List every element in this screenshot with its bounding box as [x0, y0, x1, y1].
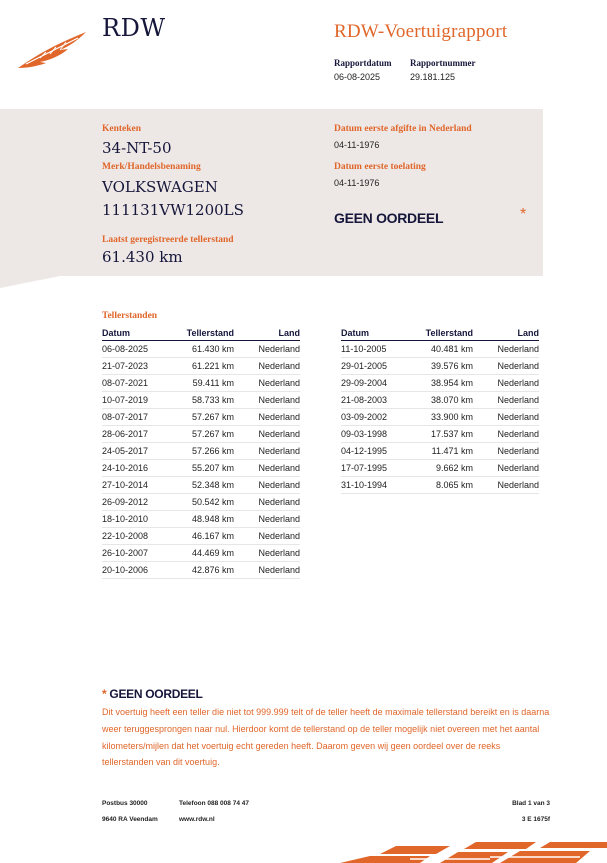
- footer-website[interactable]: www.rdw.nl: [179, 816, 215, 823]
- report-title: RDW-Voertuigrapport: [334, 21, 508, 42]
- odometer-row: [102, 477, 300, 494]
- odometer-row: [102, 528, 300, 545]
- row-reading: 50.542 km: [172, 494, 234, 511]
- row-reading: 58.733 km: [172, 392, 234, 409]
- row-date: 26-10-2007: [102, 545, 172, 562]
- odometer-row: [102, 443, 300, 460]
- row-reading: 57.267 km: [172, 426, 234, 443]
- odometer-row: [341, 392, 539, 409]
- odometer-value: 61.430 km: [102, 248, 183, 266]
- footer-address-2: 9640 RA Veendam: [102, 816, 158, 823]
- odometer-row: [341, 477, 539, 494]
- row-date: 24-10-2016: [102, 460, 172, 477]
- odometer-row: [102, 562, 300, 579]
- row-reading: 40.481 km: [411, 341, 473, 358]
- row-date: 29-01-2005: [341, 358, 411, 375]
- brand-name: RDW: [102, 14, 166, 42]
- row-date: 27-10-2014: [102, 477, 172, 494]
- row-date: 18-10-2010: [102, 511, 172, 528]
- row-date: 09-03-1998: [341, 426, 411, 443]
- make-label: Merk/Handelsbenaming: [102, 162, 201, 172]
- row-reading: 39.576 km: [411, 358, 473, 375]
- odometer-row: [341, 460, 539, 477]
- row-country: Nederland: [473, 358, 539, 375]
- row-date: 26-09-2012: [102, 494, 172, 511]
- row-country: Nederland: [234, 358, 300, 375]
- note-title: [102, 687, 203, 701]
- row-country: Nederland: [234, 528, 300, 545]
- row-country: Nederland: [234, 511, 300, 528]
- row-date: 21-07-2023: [102, 358, 172, 375]
- rdw-logo-icon: [16, 30, 88, 72]
- odometer-rows-right: [341, 341, 539, 494]
- footer-phone: Telefoon 088 008 74 47: [179, 800, 249, 807]
- row-reading: 61.430 km: [172, 341, 234, 358]
- odometer-row: [341, 375, 539, 392]
- report-date: 06-08-2025: [334, 72, 381, 82]
- row-reading: 59.411 km: [172, 375, 234, 392]
- model-value: 111131VW1200LS: [102, 201, 244, 219]
- odometer-rows-left: [102, 341, 300, 579]
- row-country: Nederland: [234, 341, 300, 358]
- row-date: 11-10-2005: [341, 341, 411, 358]
- note-title-text: GEEN OORDEEL: [109, 687, 203, 701]
- plate-value: 34-NT-50: [102, 139, 172, 157]
- row-reading: 46.167 km: [172, 528, 234, 545]
- odometer-section-title: Tellerstanden: [102, 311, 158, 321]
- row-reading: 38.070 km: [411, 392, 473, 409]
- row-country: Nederland: [473, 443, 539, 460]
- row-reading: 52.348 km: [172, 477, 234, 494]
- row-reading: 42.876 km: [172, 562, 234, 579]
- odometer-row: [102, 392, 300, 409]
- first-admission-value: 04-11-1976: [334, 178, 380, 188]
- row-country: Nederland: [234, 443, 300, 460]
- row-reading: 61.221 km: [172, 358, 234, 375]
- row-date: 10-07-2019: [102, 392, 172, 409]
- odometer-row: [102, 409, 300, 426]
- note-body: Dit voertuig heeft een teller die niet tot 999.999 telt of de teller heeft de maximale tellerstand bereikt en is daarna weer teruggesprongen naar nul. Hierdoor komt de tellerstand op de teller mogelijk niet overeen met het aantal kilometers/mijlen dat het voertuig echt gereden heeft. Daarom geven wij geen oordeel over de reeks tellerstanden van dit voertuig.: [102, 707, 550, 768]
- row-reading: 8.065 km: [411, 477, 473, 494]
- footer-code: 3 E 1675f: [521, 816, 550, 823]
- row-date: 06-08-2025: [102, 341, 172, 358]
- report-number-label: Rapportnummer: [410, 58, 476, 68]
- row-date: 31-10-1994: [341, 477, 411, 494]
- row-country: Nederland: [473, 392, 539, 409]
- col-date-header: Datum: [341, 327, 411, 341]
- row-country: Nederland: [473, 426, 539, 443]
- row-date: 21-08-2003: [341, 392, 411, 409]
- row-date: 28-06-2017: [102, 426, 172, 443]
- odometer-row: [102, 460, 300, 477]
- row-reading: 48.948 km: [172, 511, 234, 528]
- row-reading: 33.900 km: [411, 409, 473, 426]
- row-country: Nederland: [234, 545, 300, 562]
- speed-stripes-icon: [340, 842, 607, 863]
- footer-page: Blad 1 van 3: [512, 800, 550, 807]
- row-reading: 38.954 km: [411, 375, 473, 392]
- row-reading: 9.662 km: [411, 460, 473, 477]
- row-country: Nederland: [234, 409, 300, 426]
- row-reading: 17.537 km: [411, 426, 473, 443]
- row-country: Nederland: [473, 477, 539, 494]
- report-date-label: Rapportdatum: [334, 58, 392, 68]
- first-admission-label: Datum eerste toelating: [334, 162, 426, 172]
- row-reading: 11.471 km: [411, 443, 473, 460]
- row-country: Nederland: [234, 392, 300, 409]
- odometer-row: [341, 358, 539, 375]
- row-date: 20-10-2006: [102, 562, 172, 579]
- odometer-row: [102, 426, 300, 443]
- row-country: Nederland: [234, 426, 300, 443]
- row-country: Nederland: [473, 460, 539, 477]
- first-nl-value: 04-11-1976: [334, 140, 380, 150]
- row-country: Nederland: [234, 375, 300, 392]
- row-date: 29-09-2004: [341, 375, 411, 392]
- col-reading-header: Tellerstand: [172, 327, 234, 341]
- row-date: 24-05-2017: [102, 443, 172, 460]
- odometer-table-left: [102, 327, 300, 579]
- row-reading: 57.266 km: [172, 443, 234, 460]
- row-date: 08-07-2017: [102, 409, 172, 426]
- odometer-row: [102, 511, 300, 528]
- panel-notch: [0, 276, 60, 288]
- row-date: 03-09-2002: [341, 409, 411, 426]
- col-reading-header: Tellerstand: [411, 327, 473, 341]
- first-nl-label: Datum eerste afgifte in Nederland: [334, 124, 472, 134]
- row-date: 04-12-1995: [341, 443, 411, 460]
- col-country-header: Land: [473, 327, 539, 341]
- row-reading: 44.469 km: [172, 545, 234, 562]
- verdict-badge: GEEN OORDEEL: [334, 210, 444, 226]
- row-country: Nederland: [234, 460, 300, 477]
- report-number: 29.181.125: [410, 72, 456, 82]
- row-country: Nederland: [473, 341, 539, 358]
- odometer-label: Laatst geregistreerde tellerstand: [102, 235, 234, 245]
- odometer-row: [341, 426, 539, 443]
- row-reading: 57.267 km: [172, 409, 234, 426]
- odometer-row: [102, 375, 300, 392]
- vehicle-summary-panel: [0, 109, 543, 276]
- note-asterisk: *: [102, 687, 107, 701]
- col-date-header: Datum: [102, 327, 172, 341]
- odometer-row: [102, 341, 300, 358]
- row-date: 17-07-1995: [341, 460, 411, 477]
- make-value: VOLKSWAGEN: [102, 178, 218, 196]
- row-country: Nederland: [234, 494, 300, 511]
- row-country: Nederland: [473, 375, 539, 392]
- odometer-row: [341, 341, 539, 358]
- row-date: 22-10-2008: [102, 528, 172, 545]
- row-reading: 55.207 km: [172, 460, 234, 477]
- row-country: Nederland: [473, 409, 539, 426]
- row-country: Nederland: [234, 562, 300, 579]
- odometer-table-right: [341, 327, 539, 494]
- plate-label: Kenteken: [102, 124, 142, 134]
- odometer-row: [102, 494, 300, 511]
- row-date: 08-07-2021: [102, 375, 172, 392]
- footer-address-1: Postbus 30000: [102, 800, 148, 807]
- col-country-header: Land: [234, 327, 300, 341]
- row-country: Nederland: [234, 477, 300, 494]
- verdict-asterisk: *: [520, 206, 527, 223]
- odometer-row: [341, 409, 539, 426]
- odometer-row: [341, 443, 539, 460]
- odometer-row: [102, 545, 300, 562]
- odometer-row: [102, 358, 300, 375]
